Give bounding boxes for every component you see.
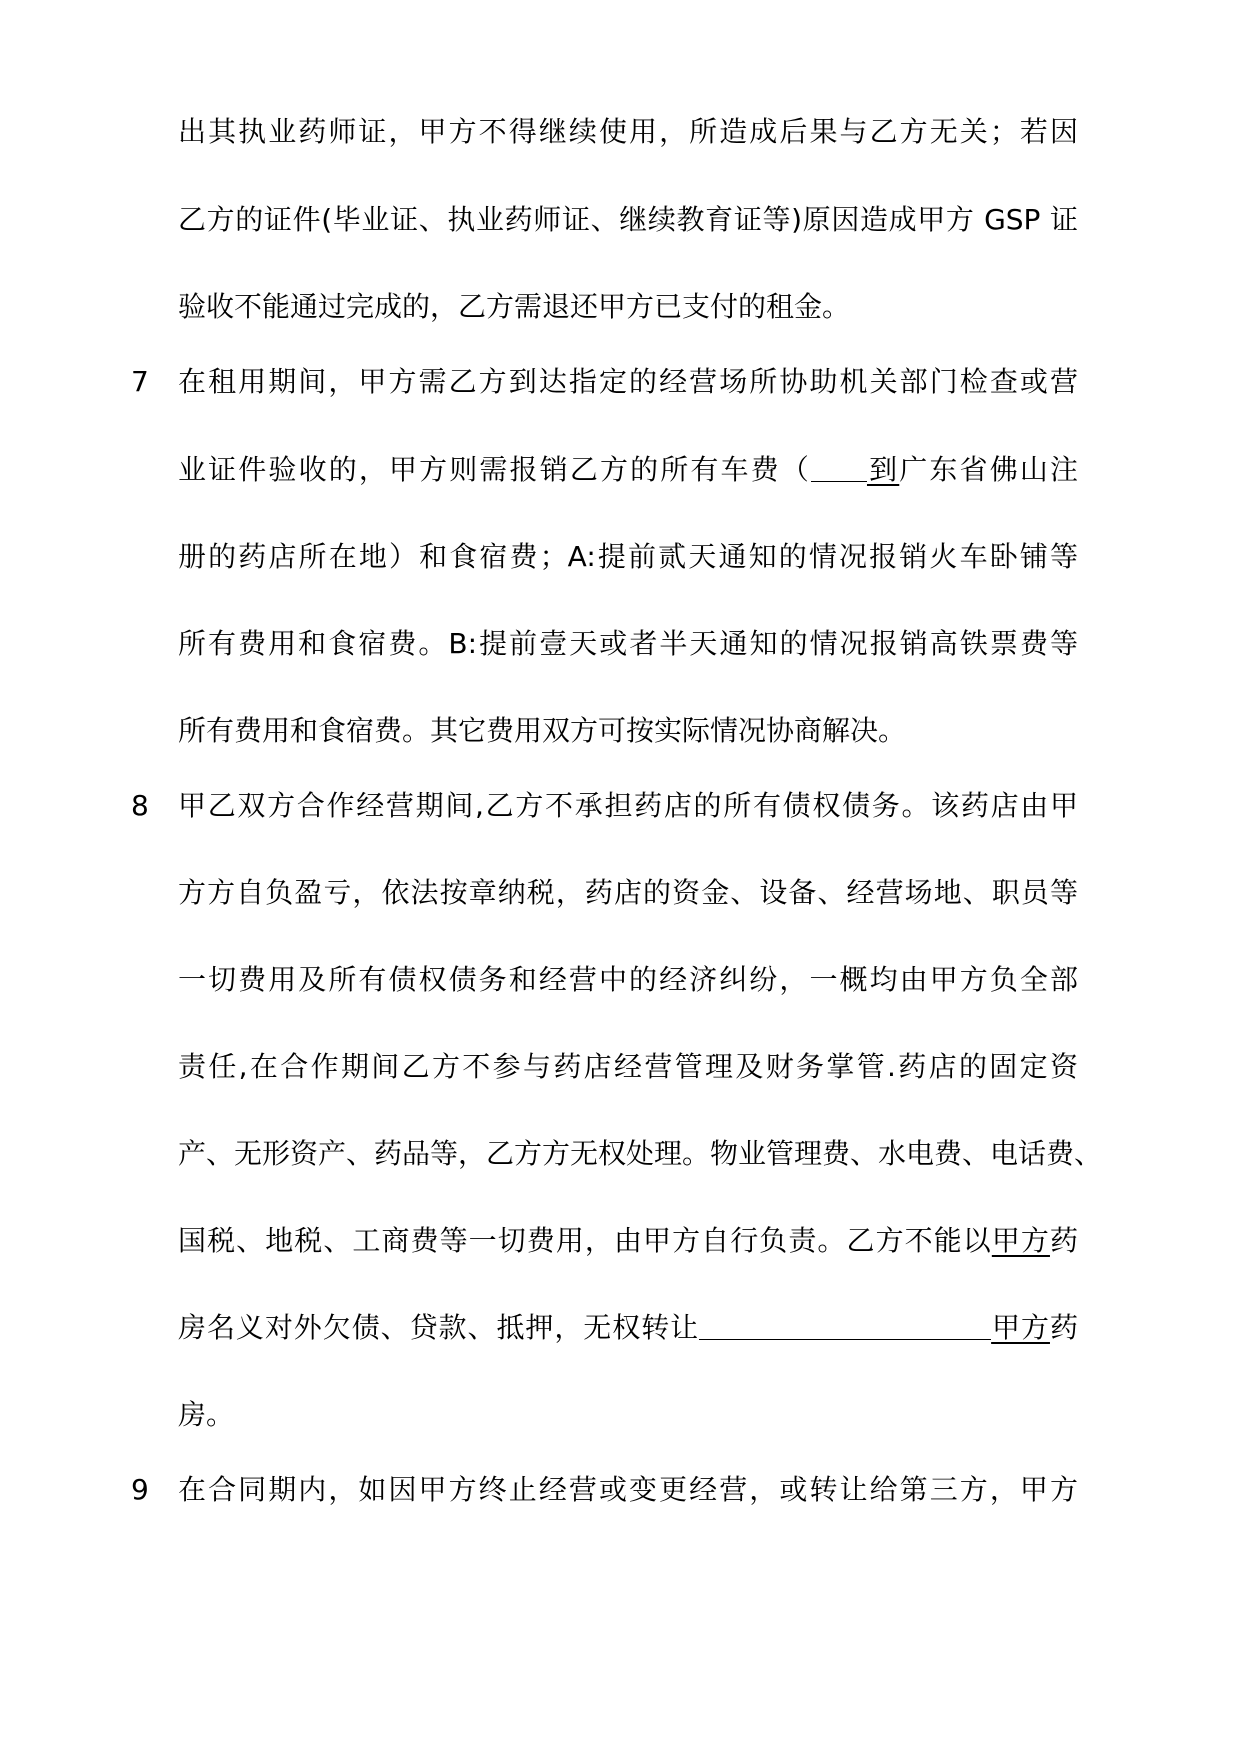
clause-line: 所有费用和食宿费。其它费用双方可按实际情况协商解决。 <box>178 714 907 747</box>
clause-line: 责任,在合作期间乙方不参与药店经营管理及财务掌管.药店的固定资 <box>178 1050 1078 1083</box>
clause-line: 方方自负盈亏，依法按章纳税，药店的资金、设备、经营场地、职员等 <box>178 876 1078 909</box>
clause-text: 药 <box>1049 1224 1078 1257</box>
clause-line: 一切费用及所有债权债务和经营中的经济纠纷，一概均由甲方负全部 <box>178 963 1078 996</box>
clause-text: 药 <box>1049 1311 1078 1344</box>
clause-line: 房。 <box>178 1398 235 1431</box>
clause-number: 7 <box>131 365 149 398</box>
clause-number: 8 <box>131 789 149 822</box>
clause-line: 产、无形资产、药品等，乙方方无权处理。物业管理费、水电费、电话费、 <box>178 1137 1103 1170</box>
clause-line: 册的药店所在地）和食宿费；A:提前贰天通知的情况报销火车卧铺等 <box>178 540 1078 573</box>
paragraph-line: 乙方的证件(毕业证、执业药师证、继续教育证等)原因造成甲方 GSP 证 <box>178 203 1078 236</box>
underlined-text: 甲方 <box>991 1224 1050 1257</box>
clause-text: 房名义对外欠债、贷款、抵押，无权转让 <box>178 1311 700 1344</box>
fill-in-blank <box>699 1309 991 1340</box>
clause-number: 9 <box>131 1473 149 1506</box>
clause-line <box>178 1308 1078 1348</box>
clause-text: 业证件验收的，甲方则需报销乙方的所有车费（ <box>178 453 811 486</box>
clause-line: 在租用期间，甲方需乙方到达指定的经营场所协助机关部门检查或营 <box>178 365 1078 398</box>
clause-line: 所有费用和食宿费。B:提前壹天或者半天通知的情况报销高铁票费等 <box>178 627 1078 660</box>
clause-line: 在合同期内，如因甲方终止经营或变更经营，或转让给第三方，甲方 <box>178 1473 1078 1506</box>
underlined-text: 到 <box>866 453 900 486</box>
clause-line <box>178 1221 1078 1261</box>
clause-line <box>178 450 1078 490</box>
fill-in-blank <box>811 451 867 482</box>
clause-text: 广东省佛山注 <box>899 453 1078 486</box>
paragraph-line: 验收不能通过完成的，乙方需退还甲方已支付的租金。 <box>178 290 851 323</box>
clause-line: 甲乙双方合作经营期间,乙方不承担药店的所有债权债务。该药店由甲 <box>178 789 1078 822</box>
underlined-text: 甲方 <box>991 1311 1050 1344</box>
paragraph-line: 出其执业药师证，甲方不得继续使用，所造成后果与乙方无关；若因 <box>178 115 1078 148</box>
clause-text: 国税、地税、工商费等一切费用，由甲方自行负责。乙方不能以 <box>178 1224 992 1257</box>
